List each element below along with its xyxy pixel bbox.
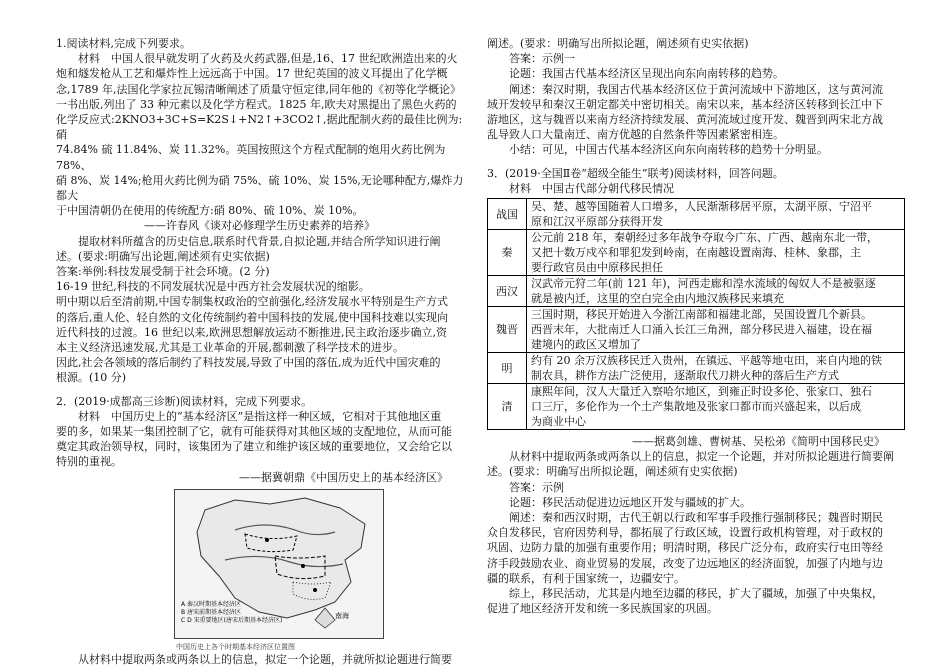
q2-line: 材料 中国历史上的“基本经济区”是指这样一种区域，它相对于其他地区重 (56, 409, 442, 423)
q1-answer: 的落后,重人伦、轻自然的文化传统制约着中国科技的发展,使中国科技难以实现向 (56, 310, 448, 324)
q2-line: 要的多，如果某一集团控制了它，就有可能获得对其他区域的支配地位，从而可能 (56, 425, 452, 439)
map-legend-cd: C D 宋重要地区(唐宋后期基本经济区) (181, 616, 283, 624)
table-era-cell: 明 (488, 353, 527, 384)
q2-line: 奠定其政治领导权，同时，该集团为了建立和维护该区域的重要地位，又会给它以 (56, 440, 452, 454)
q3-answer-line: 疆的联系，有利于国家统一，边疆安宁。 (487, 571, 685, 585)
map-label-sea: 南海 (335, 611, 349, 620)
q3-answer-line: 巩固、边防力量的加强有重要作用；明清时期，移民广泛分布，政府实行屯田等经 (487, 541, 883, 555)
q1-answer: 明中期以后至清前期,中国专制集权政治的空前强化,经济发展水平特别是生产方式 (56, 295, 448, 309)
table-cell-line: 就是被内迁，这里的空白完全由内地汉族移民来填充 (531, 292, 784, 306)
q3-header: 3．(2019·全国Ⅱ卷“超级全能生”联考)阅读材料，回答问题。 (487, 166, 784, 180)
table-content-cell (527, 384, 905, 430)
q3-answer-line: 阐述：秦和西汉时期，古代王朝以行政和军事手段推行强制移民；魏晋时期民 (487, 511, 883, 525)
table-era-cell: 清 (488, 384, 527, 430)
q3-answer-line: 从材料中提取两条或两条以上的信息，拟定一个论题，并对所拟论题进行简要阐 (487, 450, 894, 464)
q2-answer-line: 论题：我国古代基本经济区呈现出向东向南转移的趋势。 (487, 67, 784, 81)
map-legend-b: B 唐宋前期基本经济区 (181, 608, 242, 616)
table-cell-line: 口三厅，多伦作为一个土产集散地及张家口都市而兴盛起来，以后成 (531, 400, 861, 414)
q2-answer-line: 阐述。(要求：明确写出所拟论题，阐述须有史实依据) (487, 37, 749, 50)
q2-answer-line: 游地区，这与魏晋以来南方经济持续发展、黄河流域过度开发、魏晋到两宋北方战 (487, 113, 883, 127)
table-era-cell: 战国 (488, 199, 527, 230)
table-cell-line: 制农具，耕作方法广泛使用，逐渐取代刀耕火种的落后生产方式 (531, 369, 839, 383)
q3-answer-line: 答案：示例 (487, 480, 564, 494)
q2-answer-line: 乱导致人口大量南迁、南方优越的自然条件等因素紧密相连。 (487, 128, 784, 142)
q1-source: ——许春风《谈对必修理学生历史素养的培养》 (56, 219, 375, 233)
table-cell-line: 三国时期，移民开始进入今浙江南部和福建北部，吴国设置几个新县。 (531, 308, 872, 322)
q1-answer: 近代科技的过渡。16 世纪以来,欧洲思想解放运动不断推进,民主政治逐步确立,资 (56, 325, 447, 339)
table-row (488, 384, 905, 430)
q1-line: 一书出版,列出了 33 种元素以及化学方程式。1825 年,欧夫对黑提出了黑色火药的 (56, 97, 457, 111)
migration-table (487, 198, 905, 430)
table-cell-line: 康熙年间，汉人大量迁入察哈尔地区，到雍正时设多伦、张家口、独石 (531, 385, 872, 399)
question-2 (56, 394, 468, 667)
q1-line: 炮和燧发枪从工艺和爆炸性上远远高于中国。17 世纪英国的波义耳提出了化学概 (56, 67, 448, 81)
question-2-continued (487, 36, 905, 158)
table-cell-line: 要行政官员由中原移民担任 (531, 261, 663, 275)
question-3 (487, 166, 905, 617)
table-row (488, 230, 905, 276)
q1-line: 化学反应式:2KNO3+3C+S=K2S↓+N2↑+3CO2↑,据此配制火药的最佳比例为:硝 (56, 113, 463, 142)
q1-line: 提取材料所蕴含的历史信息,联系时代背景,自拟论题,并结合所学知识进行阐 (56, 234, 441, 248)
table-cell-line: 约有 20 余万汉族移民迁入贵州，在镇远、平越等地屯田，来自内地的铁 (531, 354, 882, 368)
q3-answer-line: 述。(要求：明确写出所拟论题，阐述须有史实依据) (487, 465, 738, 479)
table-cell-line: 公元前 218 年，秦朝经过多年战争夺取今广东、广西、越南东北一带， (531, 231, 878, 245)
table-cell-line: 为商业中心 (531, 415, 586, 429)
q2-line: 2．(2019·成都高三诊断)阅读材料，完成下列要求。 (56, 394, 313, 408)
table-content-cell (527, 307, 905, 353)
q1-answer: 本主义经济迅速发展,尤其是工业革命的开展,都刺激了科学技术的进步。 (56, 341, 404, 355)
q1-answer: 16-19 世纪,科技的不同发展状况是中西方社会发展状况的缩影。 (56, 280, 370, 294)
table-content-cell (527, 276, 905, 307)
q2-answer-line: 阐述：秦汉时期，我国古代基本经济区位于黄河流域中下游地区，这与黄河流 (487, 82, 883, 96)
china-map-drawing (175, 490, 383, 638)
q3-answer-line: 济手段鼓励农业、商业贸易的发展，改变了边远地区的经济面貌，加强了内地与边 (487, 556, 883, 570)
q1-line: 述。(要求:明确写出论题,阐述须有史实依据) (56, 249, 270, 263)
table-source: ——据葛剑雄、曹树基、吴松弟《简明中国移民史》 (632, 435, 885, 449)
economic-region-map (174, 489, 384, 639)
table-cell-line: 汉武帝元狩二年(前 121 年)，河西走廊和湟水流域的匈奴人不是被驱逐 (531, 277, 876, 291)
table-row (488, 307, 905, 353)
table-era-cell: 秦 (488, 230, 527, 276)
q1-line: 材料 中国人很早就发明了火药及火药武器,但是,16、17 世纪欧洲造出来的火 (56, 52, 458, 66)
map-caption: 中国历史上各个时期基本经济区位置图 (176, 642, 295, 651)
table-content-cell (527, 230, 905, 276)
q3-answer-line: 促进了地区经济开发和统一多民族国家的巩固。 (487, 602, 718, 616)
table-row (488, 276, 905, 307)
q1-line: 念,1789 年,法国化学家拉瓦锡清晰阐述了质量守恒定律,同年他的《初等化学概论》 (56, 82, 461, 96)
right-column (487, 36, 905, 616)
q2-answer-line: 答案：示例一 (487, 52, 575, 66)
q2-answer-line: 域开发较早和秦汉王朝定都关中密切相关。南宋以来，基本经济区转移到长江中下 (487, 97, 883, 111)
q2-prompt: 从材料中提取两条或两条以上的信息，拟定一个论题，并就所拟论题进行简要 (56, 652, 452, 666)
table-cell-line: 吴、楚、越等国随着人口增多，人民渐渐移居平原，太湖平原、宁沼平 (531, 200, 872, 214)
table-cell-line: 建境内的政区又增加了 (531, 338, 641, 352)
q1-line: 74.84% 硫 11.84%、炭 11.32%。英国按照这个方程式配制的炮用火药比例为 78%、 (56, 143, 446, 172)
map-legend-a: A 秦汉时期基本经济区 (181, 600, 242, 608)
table-cell-line: 又把十数万戍卒和罪犯发到岭南，在南越设置南海、桂林、象郡，主 (531, 246, 861, 260)
table-cell-line: 西晋末年，大批南迁人口涌入长江三角洲，部分移民进入福建，设在福 (531, 323, 872, 337)
q1-line: 硝 8%、炭 14%;枪用火药比例为硝 75%、硫 10%、炭 15%,无论哪种配方,爆炸力都大 (56, 173, 464, 203)
table-cell-line: 原和江汉平原部分获得开发 (531, 215, 663, 229)
q3-answer-line: 论题：移民活动促进边远地区开发与疆域的扩大。 (487, 495, 751, 509)
q1-answer: 因此,社会各领域的落后制约了科技发展,导致了中国的落伍,成为近代中国灾难的 (56, 356, 441, 370)
q2-source: ——据冀朝鼎《中国历史上的基本经济区》 (239, 470, 448, 484)
q3-answer-line: 众自发移民，官府因势利导，都拓展了行政区域，设置行政机构管理，对于政权的 (487, 526, 883, 540)
q1-answer: 根源。(10 分) (56, 371, 127, 385)
table-row (488, 353, 905, 384)
q3-material-title: 材料 中国古代部分朝代移民情况 (487, 181, 674, 195)
q1-line: 于中国清朝仍在使用的传统配方:硝 80%、硫 10%、炭 10%。 (56, 204, 364, 218)
q3-answer-line: 综上，移民活动，尤其是内地至边疆的移民，扩大了疆域，加强了中央集权， (487, 587, 883, 601)
table-row (488, 199, 905, 230)
question-1 (56, 36, 468, 386)
q2-line: 特别的重视。 (56, 455, 122, 469)
q1-answer: 答案:举例:科技发展受制于社会环境。(2 分) (56, 265, 270, 279)
q2-answer-line: 小结：可见，中国古代基本经济区向东向南转移的趋势十分明显。 (487, 143, 828, 157)
table-era-cell: 西汉 (488, 276, 527, 307)
table-content-cell (527, 199, 905, 230)
left-column (56, 36, 468, 667)
table-era-cell: 魏晋 (488, 307, 527, 353)
table-content-cell (527, 353, 905, 384)
q1-line: 1.阅读材料,完成下列要求。 (56, 37, 191, 50)
